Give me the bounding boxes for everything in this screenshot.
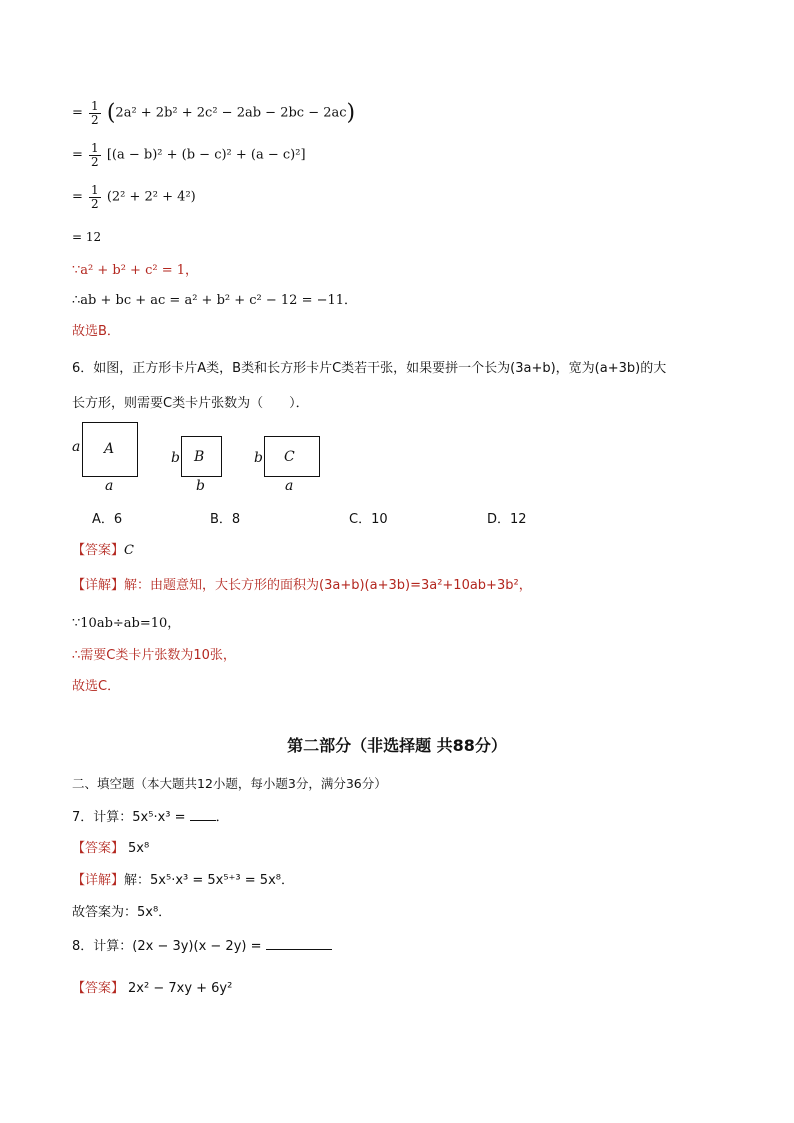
detail-tag: 【详解】 [72,578,125,593]
answer-value: 2x² − 7xy + 6y² [128,981,233,996]
section-subtitle: 二、填空题（本大题共12小题，每小题3分，满分36分） [72,776,387,791]
detail-tag: 【详解】 [72,873,125,888]
card-b-side-bottom: b [196,478,205,494]
answer-value: 5x⁸ [128,841,150,856]
calc-line-2-expr: [(a − b)² + (b − c)² + (a − c)²] [106,147,306,163]
equals-sign: = [72,147,83,163]
q6-answer [72,539,134,558]
answer-value: C [124,543,134,558]
answer-blank [190,820,216,821]
calc-line-1-expr: 2a² + 2b² + 2c² − 2ab − 2bc − 2ac [115,105,347,121]
answer-tag: 【答案】 [72,543,125,558]
calc-line-6: ∴ab + bc + ac = a² + b² + c² − 12 = −11． [72,293,358,308]
card-a-side-bottom: a [105,478,114,494]
option-a: A．6 [92,512,123,527]
equals-sign: = [72,105,83,121]
option-d: D．12 [487,512,527,527]
answer-tag: 【答案】 [72,981,125,996]
option-c: C．10 [349,512,388,527]
q5-conclusion: 故选B． [72,324,120,339]
q8-question-text: 8．计算：(2x − 3y)(x − 2y) = [72,939,262,954]
card-c-side-left: b [254,450,263,466]
answer-blank [266,949,332,950]
option-b: B．8 [210,512,241,527]
calc-line-1: = $\frac{1}{2}$ (2a² + 2b² + 2c² − 2ab − 2bc − 2ac) [72,99,356,127]
card-a-side-left: a [72,439,81,455]
q7-detail [72,869,294,888]
q6-question-line-1: 6．如图，正方形卡片A类，B类和长方形卡片C类若干张，如果要拼一个长为(3a+b)，宽为(a+3b)的大 [72,361,667,376]
q6-conclusion: 故选C． [72,679,121,694]
q6-question-line-2: 长方形，则需要C类卡片张数为（ ）． [72,396,309,411]
q7-question [72,806,229,825]
fraction-half: $\frac{1}{2}$ [91,141,99,169]
detail-text: 解：由题意知，大长方形的面积为(3a+b)(a+3b)=3a²+10ab+3b²， [124,578,532,593]
card-c-label: C [284,449,295,465]
q6-detail-line-2: ∵10ab÷ab=10， [72,616,181,631]
calc-line-2 [72,142,306,168]
q7-question-end: ． [215,810,229,825]
card-c-side-bottom: a [285,478,294,494]
calc-line-4: = 12 [72,230,102,244]
q8-question [72,935,332,954]
q6-detail-line-3: ∴需要C类卡片张数为10张， [72,648,236,663]
detail-text: 解：5x⁵·x³ = 5x⁵⁺³ = 5x⁸． [124,873,294,888]
card-b-label: B [194,449,205,465]
calc-line-5: ∵a² + b² + c² = 1， [72,263,199,278]
q7-conclusion: 故答案为：5x⁸． [72,905,172,920]
q8-answer [72,977,232,996]
fraction-half: $\frac{1}{2}$ [91,99,99,127]
section-title: 第二部分（非选择题 共88分） [287,736,507,755]
calc-line-3-expr: (2² + 2² + 4²) [106,189,196,205]
card-b-side-left: b [171,450,180,466]
fraction-half: $\frac{1}{2}$ [91,183,99,211]
card-a-label: A [104,441,115,457]
answer-tag: 【答案】 [72,841,125,856]
calc-line-3 [72,184,196,210]
q7-answer [72,837,149,856]
q7-question-text: 7．计算：5x⁵·x³ = [72,810,186,825]
q6-detail-line-1 [72,574,532,593]
equals-sign: = [72,189,83,205]
